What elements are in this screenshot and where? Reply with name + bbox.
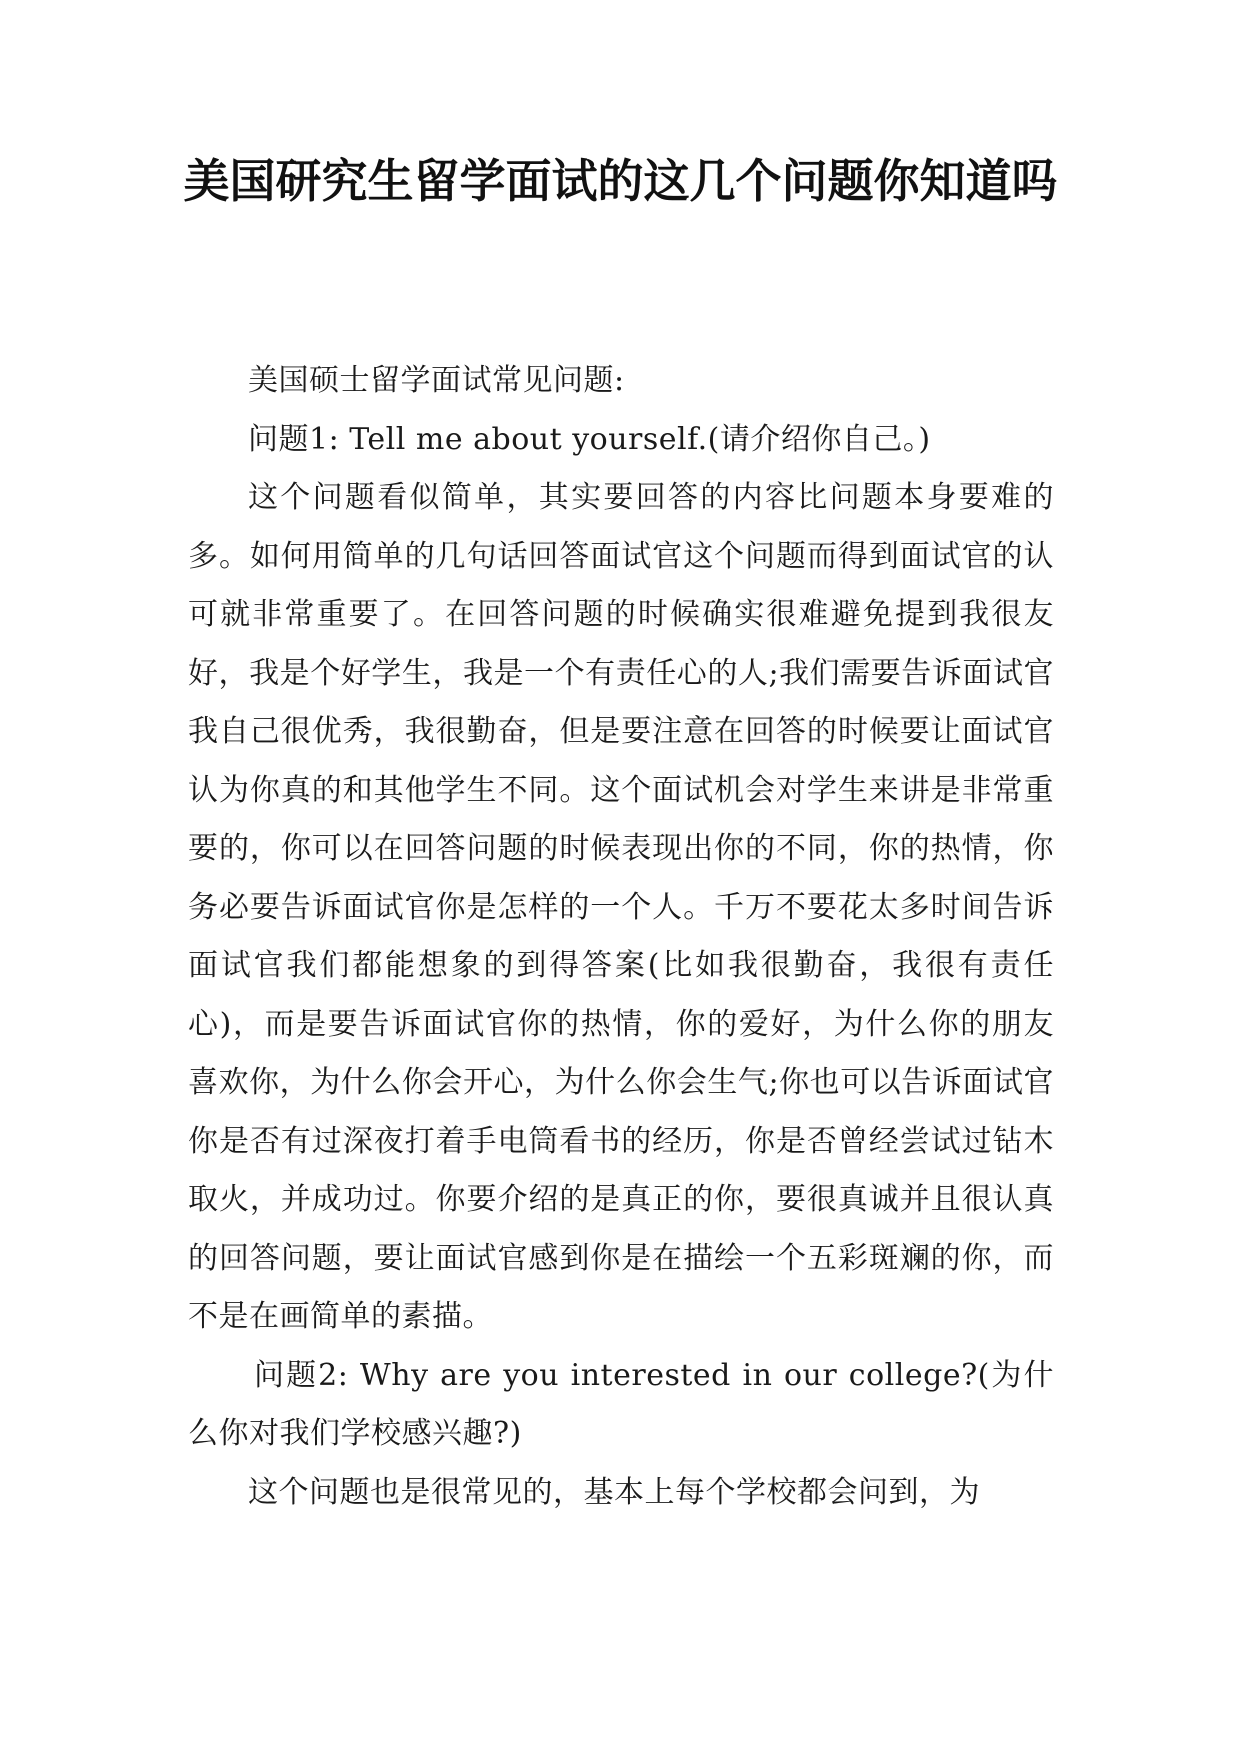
paragraph-intro: 美国硕士留学面试常见问题: [248, 363, 625, 398]
paragraph-question-1: 问题1: Tell me about yourself.(请介绍你自己。) [248, 421, 931, 457]
document-title: 美国研究生留学面试的这几个问题你知道吗 [183, 154, 1058, 208]
document-body [188, 352, 1054, 1522]
paragraph-answer-2: 这个问题也是很常见的，基本上每个学校都会问到，为 [248, 1474, 980, 1510]
paragraph-answer-1: 这个问题看似简单，其实要回答的内容比问题本身要难的多。如何用简单的几句话回答面试官这个问题而得到面试官的认可就非常重要了。在回答问题的时候确实很难避免提到我很友好，我是个好学生，我是一个有责任心的人;我们需要告诉面试官我自己很优秀，我很勤奋，但是要注意在回答的时候要让面试官认为你真的和其他学生不同。这个面试机会对学生来讲是非常重要的，你可以在回答问题的时候表现出你的不同，你的热情，你务必要告诉面试官你是怎样的一个人。千万不要花太多时间告诉面试官我们都能想象的到得答案(比如我很勤奋，我很有责任心)，而是要告诉面试官你的热情，你的爱好，为什么你的朋友喜欢你，为什么你会开心，为什么你会生气;你也可以告诉面试官你是否有过深夜打着手电筒看书的经历，你是否曾经尝试过钻木取火，并成功过。你要介绍的是真正的你，要很真诚并且很认真的回答问题，要让面试官感到你是在描绘一个五彩斑斓的你，而不是在画简单的素描。 [188, 480, 1054, 1334]
paragraph-question-2: 问题2: Why are you interested in our college?(为什么你对我们学校感兴趣?) [188, 1357, 1054, 1451]
